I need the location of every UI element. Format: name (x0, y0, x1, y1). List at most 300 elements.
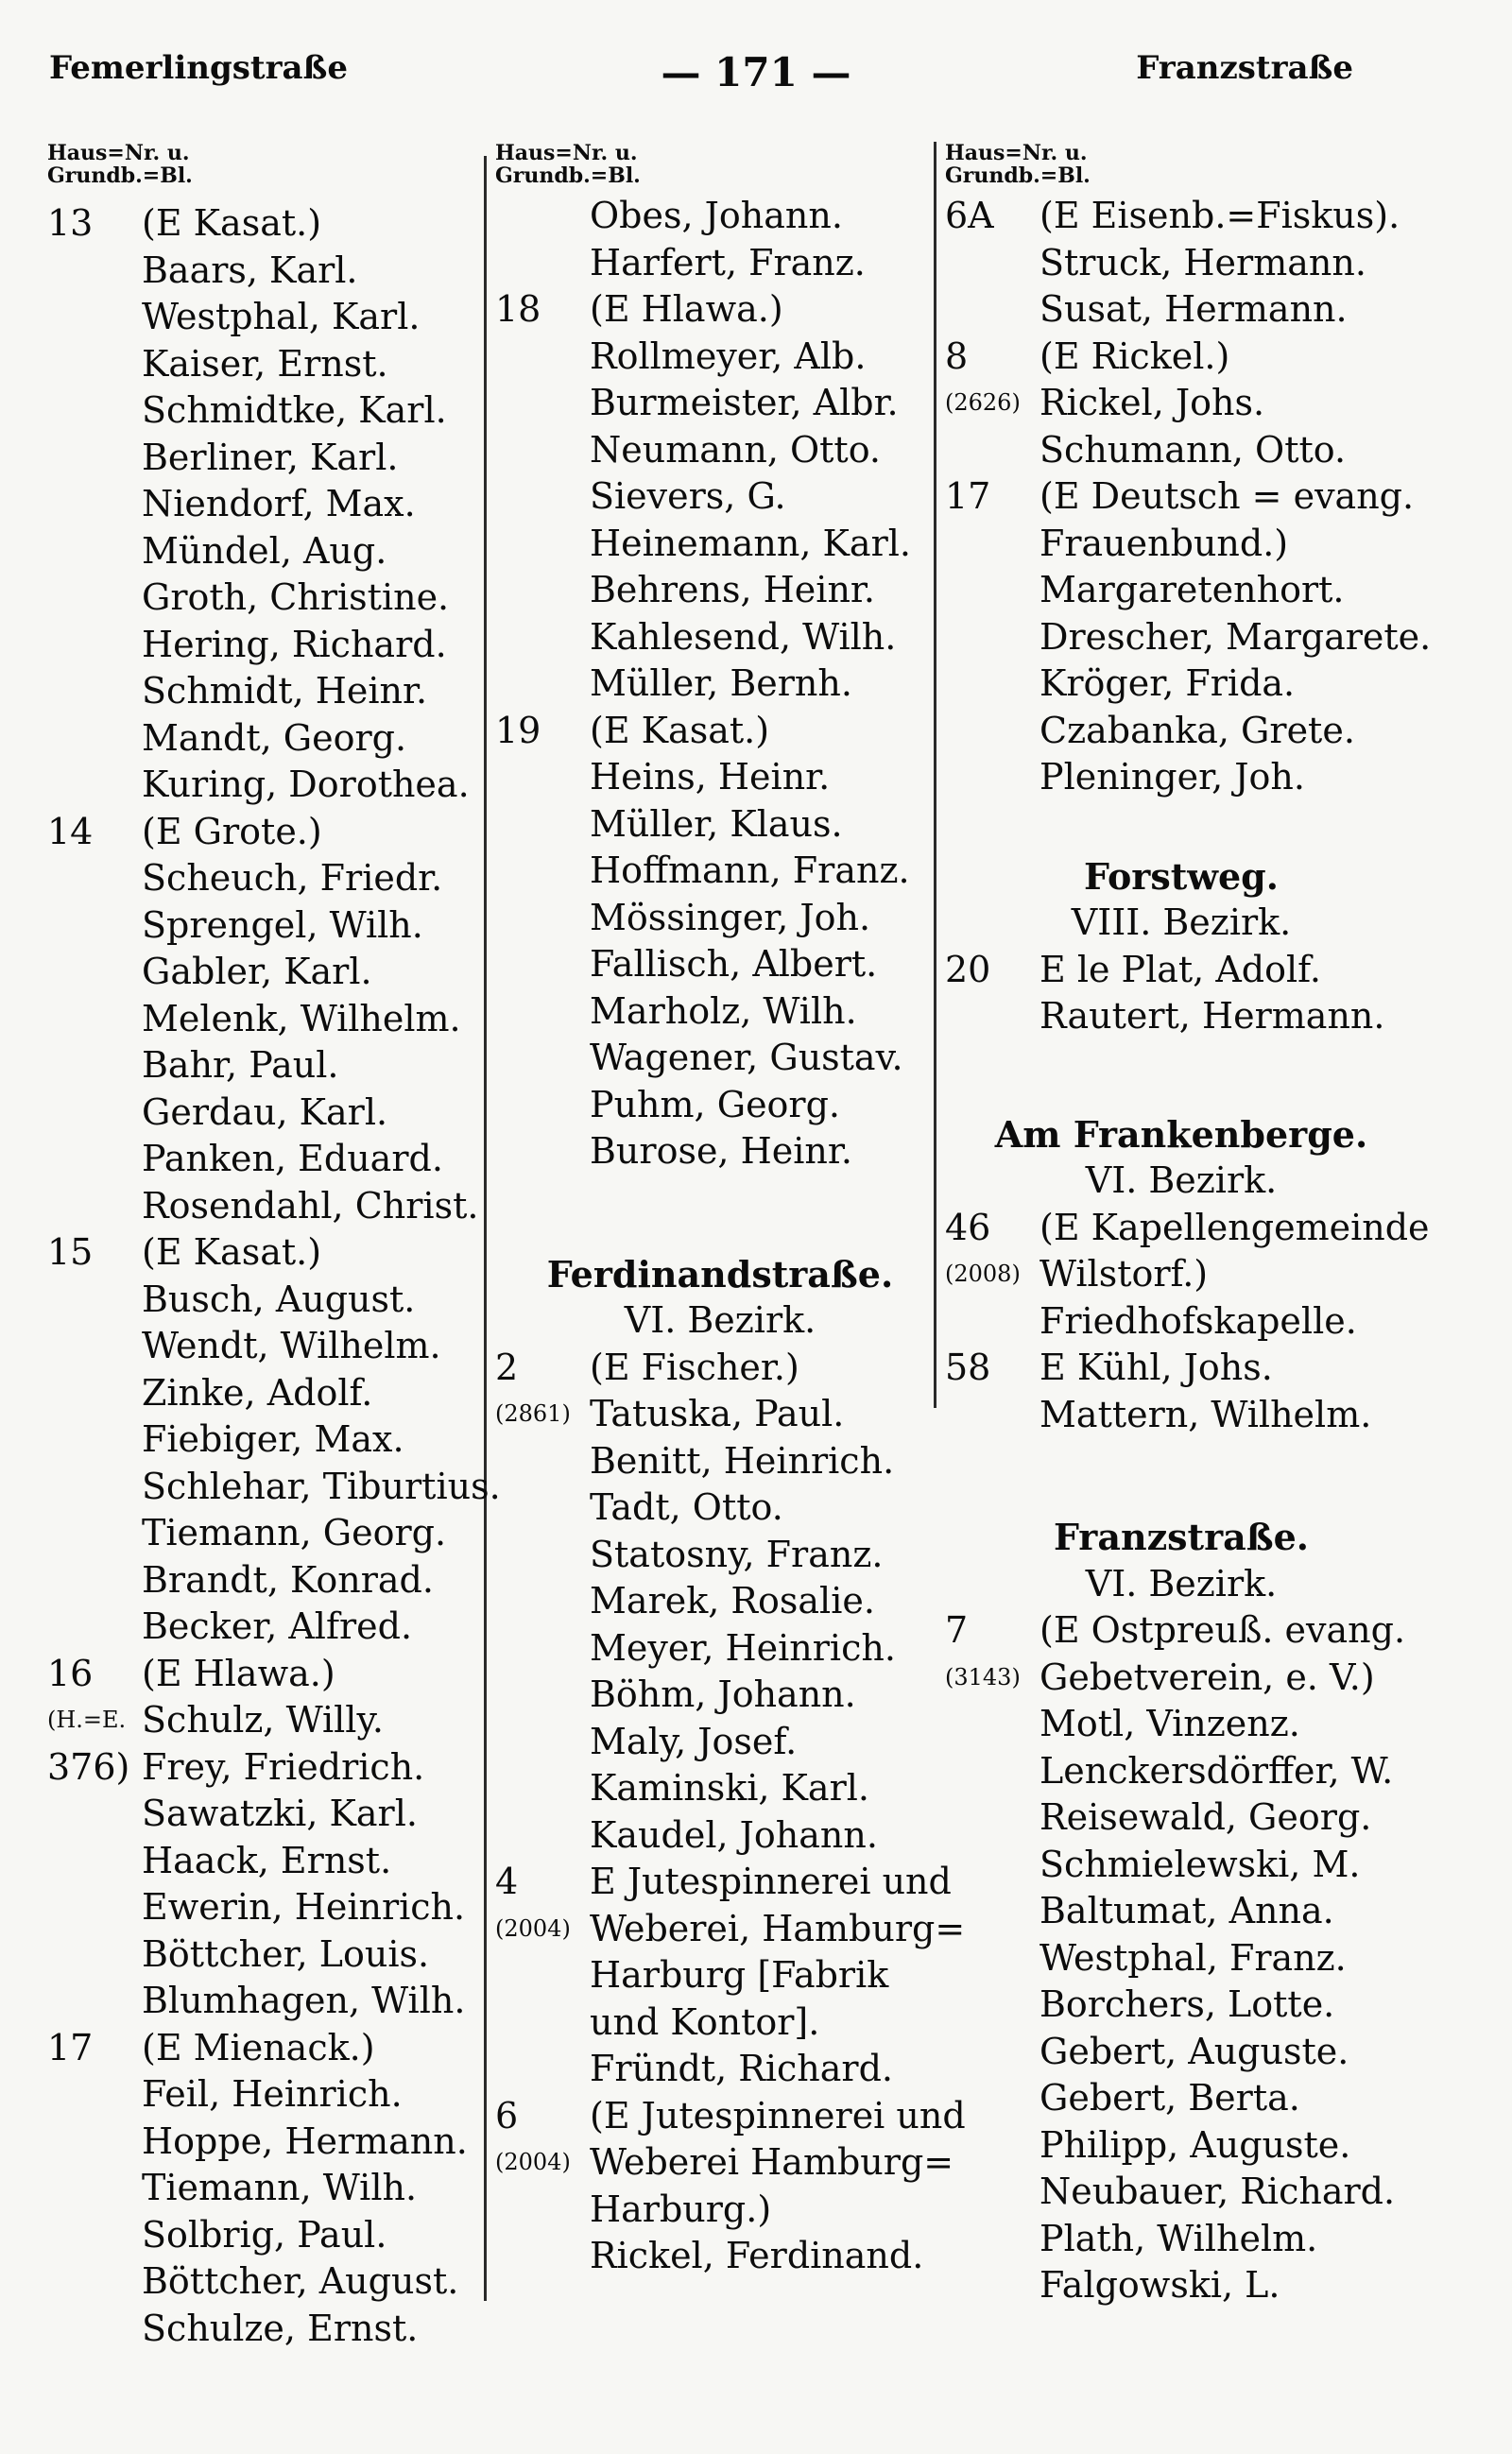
entry-line (945, 2075, 1418, 2122)
entry-name: Hering, Richard. (142, 623, 447, 665)
entry-line (945, 567, 1418, 614)
entry-name: Neumann, Otto. (590, 428, 881, 471)
entry-name: Busch, August. (142, 1278, 416, 1320)
entry-line (47, 1651, 491, 1698)
entry-name: und Kontor]. (590, 2000, 820, 2043)
entry-list (495, 193, 945, 1176)
entry-line (47, 341, 491, 388)
entry-line (495, 1345, 945, 1392)
street-heading-forstweg: Forstweg. (1084, 854, 1279, 898)
entry-name: Schlehar, Tiburtius. (142, 1465, 501, 1507)
entry-name: E Jutespinnerei und (590, 1861, 952, 1902)
house-number: 4 (495, 1861, 519, 1902)
entry-line (495, 661, 945, 708)
entry-line (945, 286, 1418, 334)
entry-line (47, 2165, 491, 2212)
house-number: 6 (495, 2094, 519, 2137)
entry-name: Baltumat, Anna. (1040, 1890, 1334, 1931)
entry-name: Rickel, Johs. (1040, 382, 1265, 423)
section-gap (945, 801, 1418, 853)
entry-name: Heinemann, Karl. (590, 522, 911, 564)
entry-name: Harburg.) (590, 2188, 772, 2230)
entry-name: Maly, Josef. (590, 1720, 798, 1762)
entry-line (945, 754, 1418, 801)
column-header (47, 142, 491, 200)
entry-line (495, 1484, 945, 1532)
house-number: 7 (945, 1609, 969, 1651)
entry-line (945, 427, 1418, 474)
column-header-line2: Grundb.=Bl. (945, 163, 1091, 188)
entry-line (945, 1392, 1418, 1439)
entry-line (945, 1655, 1418, 1702)
entry-line (945, 661, 1418, 708)
entry-name: Drescher, Margarete. (1040, 615, 1432, 658)
entry-name: Becker, Alfred. (142, 1605, 413, 1647)
entry-name: (E Kasat.) (142, 1231, 322, 1273)
entry-name: Böttcher, August. (142, 2260, 459, 2302)
entry-line (495, 941, 945, 988)
entry-line (495, 895, 945, 942)
entry-line (945, 2122, 1418, 2170)
section-gap (495, 1176, 945, 1251)
entry-line (495, 1128, 945, 1176)
entry-name: Heins, Heinr. (590, 756, 831, 798)
entry-name: Neubauer, Richard. (1040, 2171, 1396, 2212)
entry-line (945, 1935, 1418, 1982)
entry-line (47, 1464, 501, 1511)
entry-name: Rosendahl, Christ. (142, 1184, 479, 1227)
entry-name: Westphal, Karl. (142, 296, 421, 337)
entry-line (47, 2071, 491, 2119)
entry-name: Schulz, Willy. (142, 1699, 384, 1741)
entry-name: (E Hlawa.) (142, 1652, 335, 1694)
entry-name: Motl, Vinzenz. (1040, 1703, 1300, 1744)
entry-line (945, 334, 1418, 381)
entry-line (47, 248, 491, 295)
entry-name: Meyer, Heinrich. (590, 1626, 896, 1669)
entry-line (47, 902, 491, 950)
entry-name: Borchers, Lotte. (1040, 1983, 1335, 2025)
column-header-line2: Grundb.=Bl. (47, 163, 193, 188)
column-2 (495, 141, 966, 2280)
entry-line (495, 240, 945, 287)
entry-list (47, 200, 501, 2352)
entry-name: Reisewald, Georg. (1040, 1796, 1372, 1838)
house-number: (2861) (495, 1400, 571, 1427)
entry-name: Tiemann, Wilh. (142, 2167, 418, 2208)
district-label: VI. Bezirk. (624, 1299, 816, 1341)
entry-line (47, 1323, 491, 1370)
entry-line (47, 200, 491, 248)
entry-line (495, 2139, 954, 2187)
entry-line (495, 1578, 945, 1625)
entry-name: Schmidtke, Karl. (142, 389, 447, 431)
house-number: 8 (945, 335, 969, 377)
entry-line (47, 1931, 491, 1979)
entry-name: (E Jutespinnerei und (590, 2094, 966, 2137)
entry-line (47, 1557, 491, 1605)
entry-name: Philipp, Auguste. (1040, 2123, 1351, 2166)
entry-name: Zinke, Adolf. (142, 1371, 373, 1414)
entry-name: Lenckersdörffer, W. (1040, 1749, 1394, 1792)
entry-name: Mandt, Georg. (142, 716, 407, 759)
entry-name: Weberei, Hamburg= (590, 1907, 966, 1949)
entry-line (47, 1978, 491, 2025)
entry-name: Harburg [Fabrik (590, 1954, 889, 1996)
entry-list (495, 1345, 966, 2280)
entry-line (495, 380, 945, 427)
entry-name: (E Kasat.) (142, 202, 322, 244)
entry-name: Sievers, G. (590, 475, 786, 517)
section-gap (945, 1040, 1418, 1111)
entry-line (47, 1416, 491, 1464)
entry-line (495, 2046, 945, 2093)
entry-line (47, 762, 491, 809)
entry-name: Sprengel, Wilh. (142, 903, 423, 946)
entry-line (495, 1672, 945, 1719)
entry-line (495, 1999, 945, 2047)
entry-name: Mündel, Aug. (142, 529, 387, 572)
entry-name: Kaiser, Ernst. (142, 342, 388, 385)
entry-name: Weberei Hamburg= (590, 2141, 954, 2183)
entry-line (945, 1607, 1418, 1655)
house-number: (2008) (945, 1261, 1021, 1287)
entry-name: Burose, Heinr. (590, 1130, 852, 1172)
street-heading-franzstrasse: Franzstraße. (1053, 1516, 1310, 1558)
entry-name: Berliner, Karl. (142, 436, 399, 478)
entry-line (495, 2093, 966, 2140)
entry-line (47, 387, 491, 435)
entry-name: Puhm, Georg. (590, 1083, 840, 1125)
entry-name: Harfert, Franz. (590, 241, 866, 283)
entry-line (495, 1532, 945, 1579)
entry-line (47, 2119, 491, 2166)
entry-line (495, 1035, 945, 1082)
entry-name: Blumhagen, Wilh. (142, 1980, 466, 2021)
entry-name: Czabanka, Grete. (1040, 709, 1355, 751)
entry-name: Wagener, Gustav. (590, 1037, 903, 1078)
entry-line (945, 2029, 1418, 2076)
entry-line (495, 1438, 945, 1485)
header-right-street: Franzstraße (1136, 49, 1353, 87)
entry-name: Baars, Karl. (142, 249, 358, 291)
district-label: VI. Bezirk. (1085, 1159, 1278, 1201)
entry-name: (E Grote.) (142, 810, 322, 852)
entry-name: Fründt, Richard. (590, 2048, 893, 2089)
entry-name: (E Rickel.) (1040, 335, 1230, 377)
house-number: 18 (495, 288, 541, 330)
entry-name: Solbrig, Paul. (142, 2213, 387, 2256)
entry-name: Tiemann, Georg. (142, 1512, 447, 1553)
entry-name: Scheuch, Friedr. (142, 857, 443, 899)
street-heading-am-frankenberge: Am Frankenberge. (994, 1112, 1368, 1156)
entry-line (495, 1952, 945, 1999)
entry-name: Obes, Johann. (590, 195, 843, 236)
entry-name: (E Deutsch = evang. (1040, 475, 1415, 517)
entry-name: (E Kasat.) (590, 709, 770, 751)
entry-name: Kaminski, Karl. (590, 1767, 869, 1809)
entry-name: Gebert, Auguste. (1040, 2030, 1349, 2072)
entry-name: Feil, Heinrich. (142, 2073, 403, 2115)
entry-line (47, 2258, 491, 2306)
entry-name: (E Kapellengemeinde (1040, 1206, 1430, 1248)
entry-line (47, 1744, 491, 1792)
entry-line (47, 855, 491, 902)
header-left-street: Femerlingstraße (49, 49, 349, 87)
column-header (945, 142, 1418, 193)
entry-line (945, 1748, 1418, 1795)
entry-line (945, 1842, 1418, 1889)
entry-line (47, 528, 491, 575)
entry-name: Susat, Hermann. (1040, 288, 1348, 330)
entry-line (945, 1794, 1418, 1842)
entry-line (945, 240, 1418, 287)
entry-line (495, 1082, 945, 1129)
entry-name: Melenk, Wilhelm. (142, 997, 461, 1039)
entry-name: Statosny, Franz. (590, 1533, 884, 1575)
entry-name: Struck, Hermann. (1040, 241, 1366, 283)
house-number: (3143) (945, 1663, 1021, 1690)
entry-name: E Kühl, Johs. (1040, 1347, 1273, 1388)
entry-name: Burmeister, Albr. (590, 382, 899, 423)
entry-line (945, 614, 1432, 661)
entry-name: Panken, Eduard. (142, 1138, 443, 1179)
entry-line (47, 575, 491, 622)
entry-name: Pleninger, Joh. (1040, 756, 1305, 798)
entry-name: Gabler, Karl. (142, 951, 372, 992)
entry-name: Sawatzki, Karl. (142, 1793, 418, 1834)
entry-name: Wilstorf.) (1040, 1253, 1209, 1295)
entry-name: Schmidt, Heinr. (142, 670, 428, 712)
house-number: 2 (495, 1346, 519, 1388)
entry-name: Fiebiger, Max. (142, 1418, 404, 1460)
entry-name: Böttcher, Louis. (142, 1932, 430, 1975)
entry-name: Margaretenhort. (1040, 569, 1345, 610)
entry-line (945, 2262, 1418, 2309)
entry-name: Wendt, Wilhelm. (142, 1325, 441, 1366)
entry-line (495, 1625, 945, 1673)
entry-line (945, 1251, 1418, 1298)
entry-line (945, 1982, 1418, 2029)
house-number: 20 (945, 948, 991, 990)
house-number: 376) (47, 1745, 130, 1788)
entry-line (495, 1765, 945, 1812)
entry-name: Niendorf, Max. (142, 483, 416, 524)
entry-name: Rickel, Ferdinand. (590, 2235, 924, 2276)
entry-line (47, 294, 491, 341)
entry-line (495, 521, 945, 568)
entry-line (945, 1205, 1430, 1252)
entry-name: Marholz, Wilh. (590, 989, 857, 1032)
house-number: (2004) (495, 2149, 571, 2175)
entry-name: E le Plat, Adolf. (1040, 948, 1321, 990)
entry-name: Friedhofskapelle. (1040, 1299, 1357, 1342)
entry-line (495, 754, 945, 801)
entry-line (47, 1277, 491, 1324)
entry-name: Plath, Wilhelm. (1040, 2217, 1318, 2259)
entry-line (47, 435, 491, 482)
entry-name: Gebetverein, e. V.) (1040, 1656, 1375, 1698)
entry-list (945, 1205, 1430, 1439)
entry-name: Mössinger, Joh. (590, 896, 871, 938)
entry-line (47, 622, 491, 669)
entry-name: Gebert, Berta. (1040, 2077, 1300, 2119)
entry-name: (E Ostpreuß. evang. (1040, 1609, 1406, 1651)
entry-line (495, 193, 945, 240)
entry-name: Müller, Bernh. (590, 662, 852, 704)
column-header-line1: Haus=Nr. u. (495, 141, 638, 165)
entry-name: Ewerin, Heinrich. (142, 1886, 466, 1928)
entry-name: Groth, Christine. (142, 576, 450, 618)
entry-list (945, 193, 1432, 801)
entry-line (47, 481, 491, 528)
house-number: 58 (945, 1347, 991, 1388)
entry-line (495, 1906, 966, 1953)
entry-name: Tatuska, Paul. (590, 1393, 845, 1434)
entry-name: (E Hlawa.) (590, 288, 783, 330)
entry-line (47, 1229, 491, 1277)
entry-line (945, 1345, 1418, 1392)
entry-line (47, 1042, 491, 1090)
district-label: VIII. Bezirk. (1071, 901, 1292, 943)
entry-name: Rautert, Hermann. (1040, 995, 1385, 1037)
entry-name: Brandt, Konrad. (142, 1558, 434, 1601)
house-number: 13 (47, 202, 94, 244)
entry-name: Kuring, Dorothea. (142, 764, 470, 805)
entry-line (945, 993, 1418, 1040)
section-gap (945, 1438, 1418, 1514)
entry-line (47, 2212, 491, 2259)
entry-line (47, 1604, 491, 1651)
entry-name: Kröger, Frida. (1040, 662, 1296, 704)
house-number: (2004) (495, 1914, 571, 1942)
entry-line (495, 1812, 945, 1860)
entry-line (945, 1888, 1418, 1935)
entry-name: Tadt, Otto. (590, 1486, 783, 1528)
entry-name: Bahr, Paul. (142, 1044, 339, 1086)
entry-name: (E Fischer.) (590, 1346, 799, 1388)
entry-line (945, 1298, 1418, 1346)
street-heading-ferdinandstrasse: Ferdinandstraße. (546, 1252, 894, 1296)
entry-line (945, 473, 1418, 521)
entry-name: Gerdau, Karl. (142, 1090, 388, 1133)
entry-line (495, 614, 945, 661)
entry-line (495, 473, 945, 521)
entry-line (47, 1090, 491, 1137)
entry-line (945, 2216, 1418, 2263)
column-1 (47, 141, 501, 2352)
house-number: 17 (945, 475, 991, 517)
column-3 (945, 141, 1432, 2309)
house-number: 19 (495, 709, 541, 751)
entry-line (47, 1838, 491, 1885)
entry-name: Schulze, Ernst. (142, 2307, 419, 2349)
entry-name: Frey, Friedrich. (142, 1745, 425, 1788)
entry-name: Hoffmann, Franz. (590, 849, 910, 891)
entry-line (945, 193, 1418, 240)
entry-line (495, 1391, 945, 1438)
entry-line (495, 427, 945, 474)
column-header-line1: Haus=Nr. u. (47, 141, 190, 165)
entry-line (47, 1370, 491, 1417)
entry-name: Hoppe, Hermann. (142, 2119, 468, 2162)
entry-line (47, 1697, 491, 1744)
entry-name: Falgowski, L. (1040, 2264, 1280, 2306)
entry-name: Haack, Ernst. (142, 1839, 392, 1881)
entry-name: Schmielewski, M. (1040, 1843, 1361, 1885)
entry-line (47, 668, 491, 715)
entry-line (495, 2187, 945, 2234)
entry-line (47, 1510, 491, 1557)
entry-name: Behrens, Heinr. (590, 569, 875, 610)
entry-line (47, 809, 491, 856)
entry-list (945, 1607, 1418, 2309)
column-header-line1: Haus=Nr. u. (945, 141, 1088, 165)
entry-name: (E Mienack.) (142, 2026, 375, 2068)
entry-name: Frauenbund.) (1040, 522, 1289, 564)
page-number: — 171 — (661, 49, 851, 95)
entry-name: Benitt, Heinrich. (590, 1439, 895, 1482)
entry-line (47, 949, 491, 996)
entry-line (495, 2233, 945, 2280)
entry-line (495, 848, 945, 895)
entry-list (945, 947, 1418, 1040)
entry-line (495, 988, 945, 1036)
entry-line (495, 1719, 945, 1766)
entry-name: Kahlesend, Wilh. (590, 615, 897, 658)
entry-name: Schumann, Otto. (1040, 428, 1347, 471)
entry-line (945, 708, 1418, 755)
house-number: 46 (945, 1206, 991, 1248)
entry-line (47, 2025, 491, 2072)
entry-line (945, 1701, 1418, 1748)
entry-line (47, 1136, 491, 1183)
entry-name: Böhm, Johann. (590, 1673, 856, 1715)
entry-name: Fallisch, Albert. (590, 943, 878, 985)
entry-line (47, 1884, 491, 1931)
district-label: VI. Bezirk. (1085, 1562, 1278, 1605)
house-number: 16 (47, 1652, 94, 1694)
entry-name: Marek, Rosalie. (590, 1580, 875, 1622)
entry-line (47, 1183, 491, 1230)
entry-name: Müller, Klaus. (590, 802, 843, 845)
entry-line (47, 715, 491, 763)
entry-name: Rollmeyer, Alb. (590, 335, 867, 377)
house-number: 17 (47, 2026, 94, 2068)
entry-line (47, 2306, 491, 2353)
house-number: 14 (47, 810, 94, 852)
entry-line (495, 286, 945, 334)
entry-line (495, 708, 945, 755)
entry-line (945, 521, 1418, 568)
entry-line (945, 380, 1418, 427)
entry-line (945, 2169, 1418, 2216)
entry-name: (E Eisenb.=Fiskus). (1040, 195, 1400, 236)
entry-line (47, 1791, 491, 1838)
entry-name: Westphal, Franz. (1040, 1936, 1347, 1979)
entry-name: Kaudel, Johann. (590, 1813, 878, 1856)
entry-line (495, 334, 945, 381)
column-header-line2: Grundb.=Bl. (495, 163, 641, 188)
column-header (495, 142, 945, 193)
entry-line (495, 801, 945, 849)
entry-line (495, 567, 945, 614)
entry-line (495, 1859, 952, 1906)
entry-line (945, 947, 1418, 994)
entry-name: Mattern, Wilhelm. (1040, 1393, 1372, 1435)
house-number: 15 (47, 1231, 94, 1273)
house-number: 6A (945, 195, 994, 236)
